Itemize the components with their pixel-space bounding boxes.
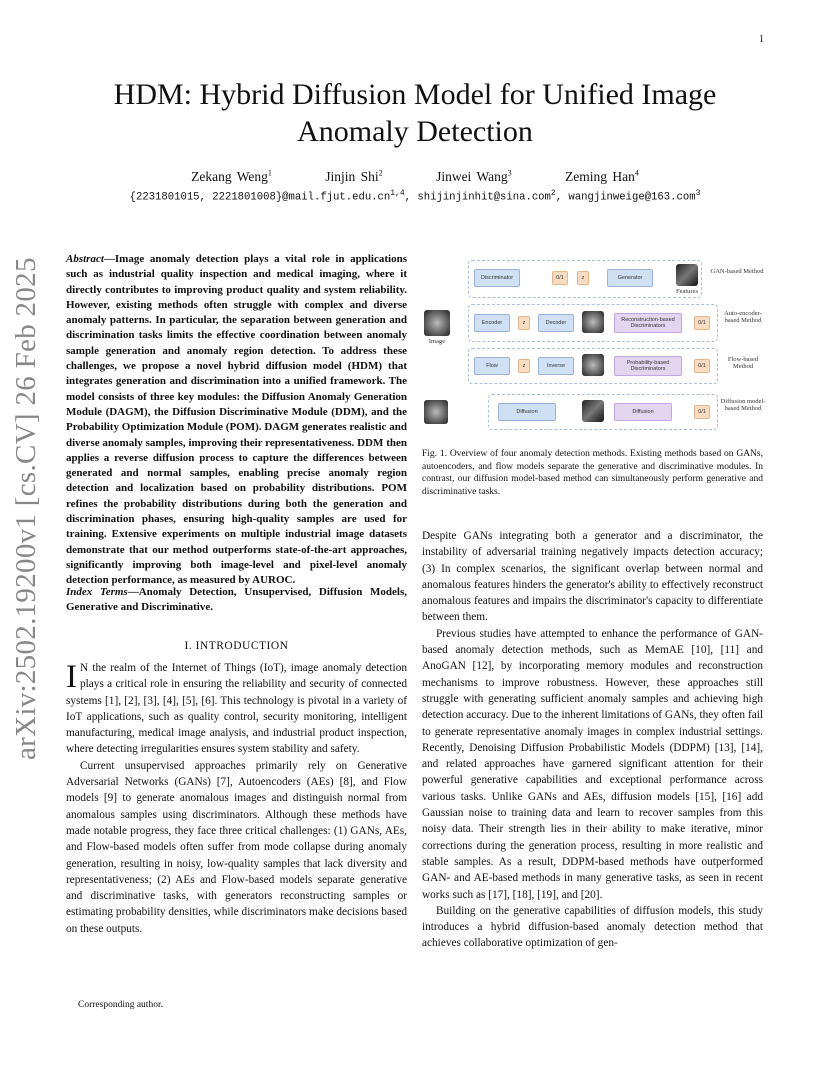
discriminator-box: Discriminator [474,269,520,287]
dropcap: I [66,659,77,695]
figure-caption: Fig. 1. Overview of four anomaly detection methods. Existing methods based on GANs, autoencoders, and flow models separate the generative and discriminative modules. In contrast, our diffusion model-based method can simultaneously perform generative and discriminative tasks. [422,449,763,498]
abstract-label: Abstract [66,253,104,265]
diffusion-box-2: Diffusion [614,403,672,421]
diffusion-mid-image [582,400,604,422]
features-image [676,264,698,286]
author-emails: {2231801015, 2221801008}@mail.fjut.edu.cn$^{1,4}$, shijinjinhit@sina.com$^2$, wangjinweige@163.com$^3$ [129,189,701,204]
abstract-text: —Image anomaly detection plays a vital role in applications such as industrial quality inspection and medical imaging, where it directly contributes to improving product quality and system reliability. However, existing methods often struggle with complex and diverse anomaly patterns. In particular, the separation between generation and discrimination tasks limits the effective coordination between anomaly sample generation and anomaly region detection. To address these challenges, we propose a novel hybrid diffusion model (HDM) that integrates generation and discrimination into a unified framework. The model consists of three key modules: the Diffusion Anomaly Generation Module (DAGM), the Diffusion Discriminative Module (DDM), and the Probability Optimization Module (POM). DAGM generates realistic and diverse anomaly samples, improving their representativeness. DDM then applies a reverse diffusion process to capture the differences between generated and normal samples, enabling precise anomaly region detection and localization based on probability distributions. POM refines the probability distributions during both the generation and discrimination phases, ensuring high-quality samples are used for training. Extensive experiments on multiple industrial image datasets demonstrate that our method outperforms state-of-the-art approaches, significantly improving both image-level and pixel-level anomaly detection performance, as measured by AUROC. [66,253,407,587]
author-4: Zeming Han$^4$ [564,168,639,184]
diffusion-method-label: Diffusion model-based Method [720,398,766,412]
section-heading: I. INTRODUCTION [184,640,289,652]
flow-output-image [582,354,604,376]
intro-paragraph-2: Current unsupervised approaches primarily rely on Generative Adversarial Networks (GANs) [7], Autoencoders (AEs) [8], and Flow models [9] to generate anomalous images and distinguish normal from anomalous samples using discriminators. Although these methods have made notable progress, they face three critical challenges: (1) GANs, AEs, and Flow-based models often suffer from mode collapse during anomaly generation, resulting in noisy, low-quality samples that lack diversity and representativeness; (2) AEs and Flow-based models separate generative and discriminative tasks, with generators reconstructing samples or estimating probability densities, while discriminators make decisions based on these outputs. [66,759,407,935]
right-paragraph-3: Building on the generative capabilities of diffusion models, this study introduces a hybrid diffusion-based anomaly detection method that achieves collaborative optimization of gen- [422,904,763,950]
encoder-box: Encoder [474,314,510,332]
features-label: Features [675,288,699,295]
right-column-text [422,528,763,952]
arxiv-watermark: arXiv:2502.19200v1 [cs.CV] 26 Feb 2025 [10,257,42,760]
gan-latent-box: z [577,271,589,285]
author-list [70,168,760,185]
author-1: Zekang Weng$^1$ [191,168,272,184]
page-number: 1 [759,34,764,45]
ae-latent-box: z [518,316,530,330]
generator-box: Generator [607,269,653,287]
reconstruction-discriminator-box: Reconstruction-based Discriminators [614,313,682,333]
diffusion-input-image [424,400,448,424]
flow-method-label: Flow-based Method [727,356,759,370]
intro-text [66,660,407,937]
right-paragraph-1: Despite GANs integrating both a generator and a discriminator, the instability of adversarial training negatively impacts detection accuracy; (3) In complex scenarios, the significant overlap between normal and anomalous features hinders the generator's ability to effectively reconstruct anomalous features and impairs the discriminator's capacity to differentiate between them. [422,530,763,624]
gan-output-box: 0/1 [552,271,568,285]
gan-method-label: GAN-based Method [710,268,764,275]
footnote: Corresponding author. [78,1000,163,1010]
paper-title: HDM: Hybrid Diffusion Model for Unified Image Anomaly Detection [113,78,717,148]
probability-discriminator-box: Probability-based Discriminators [614,356,682,376]
ae-output-box: 0/1 [694,316,710,330]
inverse-box: Inverse [538,357,574,375]
figure-1 [422,252,767,432]
image-label: Image [428,338,446,345]
author-2: Jinjin Shi$^2$ [325,168,383,184]
ae-method-label: Auto-encoder-based Method [724,310,762,324]
abstract [66,252,407,589]
intro-paragraph-1: I N the realm of the Internet of Things (IoT), image anomaly detection plays a critical role in ensuring the reliability and security of connected systems [1], [2], [3], [4], [5], [6]. This technology is pivotal in a variety of IoT applications, such as quality control, security monitoring, intelligent manufacturing, medical image analysis, and industrial product inspection, where detecting irregularities ensures system stability and safety. [66,659,407,756]
flow-latent-box: z [518,359,530,373]
right-paragraph-2: Previous studies have attempted to enhance the performance of GAN-based anomaly detection methods, such as MemAE [10], [11] and AnoGAN [12], by incorporating memory modules and reconstruction mechanisms to improve robustness. However, these approaches still struggle with generating sufficient anomaly samples and achieving high detection accuracy. Due to the inherent limitations of GANs, they often fail to generate representative anomaly images in complex industrial settings. Recently, Denoising Diffusion Probabilistic Models (DDPM) [13], [14], and related approaches have garnered significant attention for their powerful generative capabilities and exceptional performance across various tasks. Unlike GANs and AEs, diffusion models [15], [16] add Gaussian noise to training data and learn to recover samples from this noisy data. Their strength lies in their ability to make iterative, minor corrections during the generation process, resulting in more realistic and stable samples. As a result, DDPM-based methods have outperformed GAN- and AE-based methods in many generative tasks, as seen in recent works such as [17], [18], [19], and [20]. [422,627,763,901]
reconstructed-image [582,311,604,333]
index-terms [66,585,407,616]
author-3: Jinwei Wang$^3$ [436,168,512,184]
input-image [424,310,450,336]
diffusion-box-1: Diffusion [498,403,556,421]
index-terms-text: —Anomaly Detection, Unsupervised, Diffusion Models, Generative and Discriminative. [66,586,407,614]
decoder-box: Decoder [538,314,574,332]
diffusion-output-box: 0/1 [694,405,710,419]
flow-output-box: 0/1 [694,359,710,373]
flow-box: Flow [474,357,510,375]
index-terms-label: Index Terms [66,586,128,598]
